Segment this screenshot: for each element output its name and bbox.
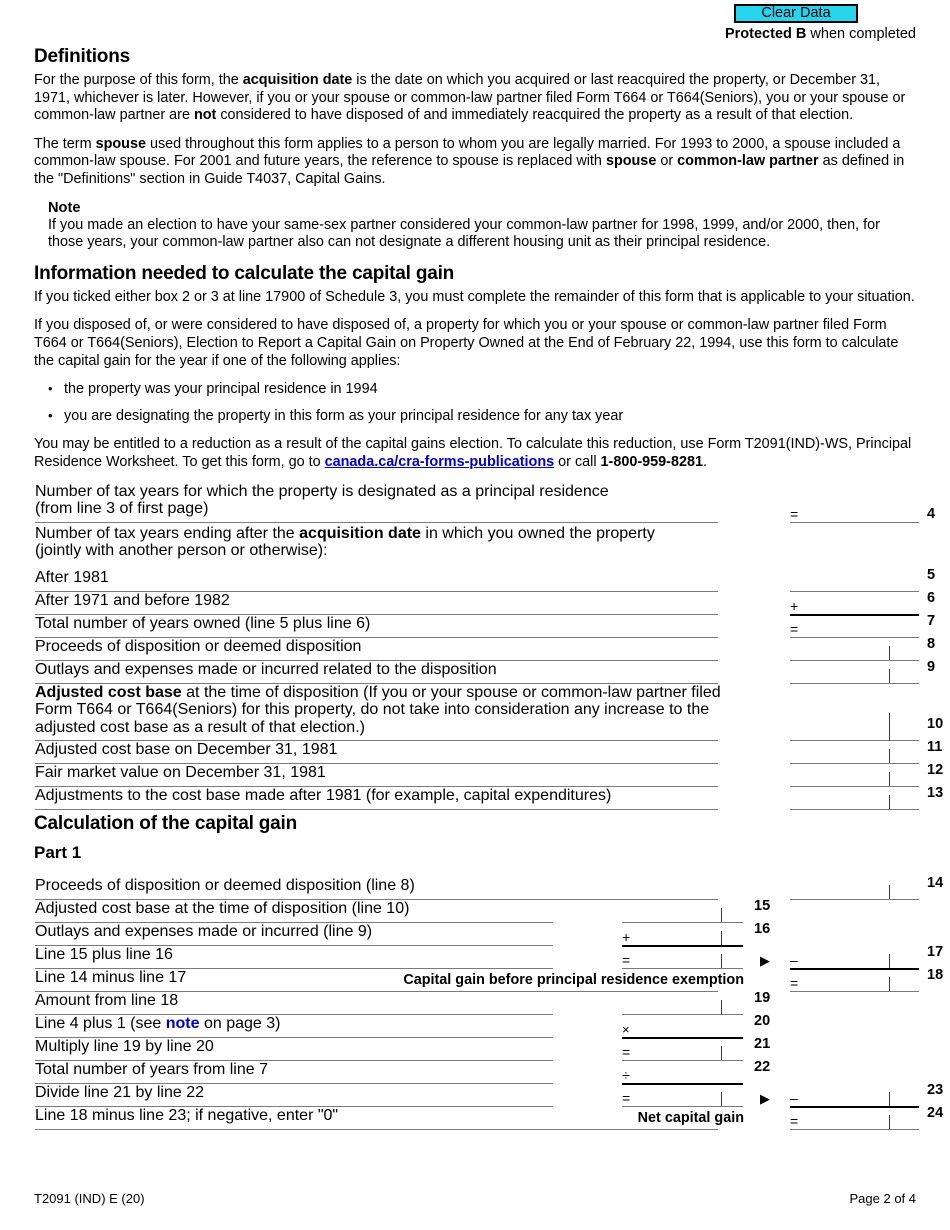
row-10-label	[35, 684, 725, 737]
row-19-line-number: 19	[754, 989, 771, 1006]
def-p1-part-e: considered to have disposed of and immediately reacquired the property as a result of that election.	[216, 107, 854, 124]
page-footer	[34, 1191, 916, 1206]
part-1-block	[34, 874, 944, 1137]
owned-head-part-a: Number of tax years ending after the	[35, 524, 300, 542]
row-22-label: Total number of years from line 7	[35, 1060, 268, 1078]
row-12-line-number: 12	[927, 761, 944, 778]
row-20-note-reference[interactable]: note	[165, 1014, 200, 1032]
row-6-label: After 1971 and before 1982	[35, 591, 230, 609]
row-18-line-number: 18	[927, 966, 944, 983]
list-item: • the property was your principal residence in 1994	[34, 381, 916, 399]
page-header	[34, 0, 916, 46]
row-23-entry-field-right[interactable]	[790, 1106, 919, 1108]
note-body: If you made an election to have your same-sex partner considered your common-law partner for 1998, 1999, and/or 2000, then, for those years, your common-law partner also can not designate a different housing unit as their principal residence.	[48, 216, 880, 251]
def-p2-part-c: used throughout this form applies to a person to whom you are legally married. For 1993 to 2000, a spouse included a common-law spouse. For 2001 and future years, the reference to spouse is replaced with	[34, 135, 901, 170]
row-11-entry-field[interactable]	[790, 763, 919, 764]
row-13-entry-field[interactable]	[790, 809, 919, 810]
protected-b-label: Protected B	[724, 26, 807, 42]
row-9-entry-field[interactable]	[790, 683, 919, 684]
row-17-entry-field-right[interactable]	[790, 968, 919, 970]
def-p1-part-c: is the date on which you acquired or last reacquired the property, or December 31, 1971, whichever is later. However, if you or your spouse or common-law partner filed Form T664 or T664(Seniors), you or your spouse or common-law partner are	[34, 72, 906, 124]
row-4-label-line2: (from line 3 of first page)	[35, 499, 209, 517]
information-needed-heading: Information needed to calculate the capital gain	[34, 262, 455, 284]
row-16-label: Outlays and expenses made or incurred (line 9)	[35, 922, 373, 940]
row-18-cents-divider	[889, 977, 890, 991]
row-8-cents-divider	[889, 646, 890, 660]
row-14-entry-field[interactable]	[790, 899, 919, 900]
clear-data-button[interactable]: Clear Data	[734, 4, 858, 23]
row-17-line-number: 17	[927, 943, 944, 960]
owned-years-heading-line1	[35, 525, 755, 543]
row-22-operator: ÷	[622, 1066, 630, 1083]
row-12-label: Fair market value on December 31, 1981	[35, 763, 326, 781]
row-5-label: After 1981	[35, 568, 109, 586]
row-15-line-number: 15	[754, 897, 771, 914]
row-20-operator: ×	[622, 1021, 630, 1037]
row-24-caption: Net capital gain	[637, 1109, 744, 1126]
row-18-caption: Capital gain before principal residence exemption	[403, 971, 744, 988]
row-21-line-number: 21	[754, 1035, 771, 1052]
row-23-operator-right: –	[790, 1089, 798, 1106]
row-9-line-number: 9	[927, 658, 936, 675]
row-14-line-number: 14	[927, 874, 944, 891]
row-22-entry-field[interactable]	[622, 1083, 743, 1085]
row-19-label: Amount from line 18	[35, 991, 179, 1009]
cra-phone-number: 1-800-959-8281	[600, 453, 703, 470]
row-20-label	[35, 1015, 580, 1033]
row-10-cents-divider	[889, 713, 890, 741]
row-15-entry-field[interactable]	[622, 922, 743, 923]
row-11-cents-divider	[889, 749, 890, 763]
row-20-entry-field[interactable]	[622, 1037, 743, 1039]
owned-head-part-c: in which you owned the property	[420, 524, 655, 542]
row-10-adjusted-cost-base-term: Adjusted cost base	[35, 683, 182, 701]
info-p3-part-a: You may be entitled to a reduction as a result of the capital gains election. To calculate this reduction, use Form T2091(IND)-WS, Principal Residence Worksheet. To get this form, go to	[34, 436, 912, 470]
row-23-line-number: 23	[927, 1081, 944, 1098]
list-item: • you are designating the property in this form as your principal residence for any tax year	[34, 408, 916, 426]
row-17-cents-divider-left	[721, 954, 722, 968]
row-16-operator: +	[622, 928, 631, 945]
row-23-cents-divider-right	[889, 1092, 890, 1106]
row-10-line-number: 10	[927, 715, 944, 732]
row-14-cents-divider	[889, 885, 890, 899]
row-17-entry-field-left[interactable]	[622, 968, 743, 969]
row-10-entry-field[interactable]	[790, 740, 919, 741]
row-24-entry-field[interactable]	[790, 1129, 919, 1130]
row-4-operator: =	[790, 505, 799, 522]
row-24-label: Line 18 minus line 23; if negative, enter "0"	[35, 1106, 339, 1124]
info-paragraph-3	[34, 436, 916, 471]
row-24-line-number: 24	[927, 1104, 944, 1121]
info-bullet-list	[34, 381, 916, 425]
row-7-entry-field[interactable]	[790, 637, 919, 638]
row-7-label: Total number of years owned (line 5 plus line 6)	[35, 614, 371, 632]
carry-arrow-icon: ▶	[760, 1090, 770, 1106]
def-p2-common-law-partner-term: common-law partner	[677, 153, 819, 170]
row-16-cents-divider	[721, 931, 722, 945]
cra-forms-publications-link[interactable]: canada.ca/cra-forms-publications	[324, 453, 555, 470]
row-19-entry-field[interactable]	[622, 1014, 743, 1015]
def-p2-part-e: or	[656, 153, 678, 170]
row-8-entry-field[interactable]	[790, 660, 919, 661]
row-13-label: Adjustments to the cost base made after 1981 (for example, capital expenditures)	[35, 786, 612, 804]
info-paragraph-1: If you ticked either box 2 or 3 at line 17900 of Schedule 3, you must complete the remainder of this form that is applicable to your situation.	[34, 288, 915, 305]
row-9-label: Outlays and expenses made or incurred related to the disposition	[35, 660, 497, 678]
row-13-cents-divider	[889, 795, 890, 809]
row-23-entry-field-left[interactable]	[622, 1106, 743, 1107]
row-4-label-line1: Number of tax years for which the property is designated as a principal residence	[35, 482, 609, 500]
row-21-cents-divider	[721, 1046, 722, 1060]
row-8-label: Proceeds of disposition or deemed disposition	[35, 637, 362, 655]
def-p2-part-g: as defined in the "Definitions" section in Guide T4037, Capital Gains.	[34, 153, 905, 187]
row-7-line-number: 7	[927, 612, 936, 629]
row-23-operator-left: =	[622, 1089, 631, 1106]
row-14-label: Proceeds of disposition or deemed disposition (line 8)	[35, 876, 415, 894]
row-4-entry-field[interactable]	[790, 522, 919, 523]
row-18-entry-field[interactable]	[790, 991, 919, 992]
row-23-cents-divider-left	[721, 1092, 722, 1106]
row-4-line-number: 4	[927, 505, 936, 522]
row-21-operator: =	[622, 1043, 631, 1060]
row-21-label: Multiply line 19 by line 20	[35, 1037, 214, 1055]
carry-arrow-icon: ▶	[760, 952, 770, 968]
row-4-text-rule	[35, 522, 718, 523]
row-6-operator: +	[790, 597, 799, 614]
row-11-line-number: 11	[927, 738, 943, 755]
row-12-cents-divider	[889, 772, 890, 786]
row-24-operator: =	[790, 1112, 799, 1129]
row-11-label: Adjusted cost base on December 31, 1981	[35, 740, 338, 758]
row-18-operator: =	[790, 974, 799, 991]
row-13-text-rule	[35, 809, 718, 810]
definitions-paragraph-2	[34, 136, 916, 189]
row-6-line-number: 6	[927, 589, 936, 606]
def-p2-spouse-term-2: spouse	[605, 153, 657, 170]
row-21-entry-field[interactable]	[622, 1060, 743, 1061]
row-18-label: Line 14 minus line 17	[35, 968, 187, 986]
definitions-paragraph-1	[34, 72, 916, 125]
def-p2-part-a: The term	[34, 135, 96, 152]
row-15-label: Adjusted cost base at the time of disposition (line 10)	[35, 899, 410, 917]
row-6-entry-field[interactable]	[790, 614, 919, 616]
protected-b-suffix: when completed	[806, 26, 916, 42]
row-16-entry-field[interactable]	[622, 945, 743, 947]
row-7-operator: =	[790, 620, 799, 637]
row-12-entry-field[interactable]	[790, 786, 919, 787]
def-p1-not-term: not	[193, 107, 217, 124]
def-p1-acquisition-date-term: acquisition date	[242, 72, 353, 88]
owned-years-heading-line2: (jointly with another person or otherwise):	[35, 541, 328, 559]
row-17-operator-right: –	[790, 951, 798, 968]
definitions-note	[48, 200, 916, 252]
owned-head-acquisition-date-term: acquisition date	[299, 524, 421, 542]
def-p2-spouse-term: spouse	[95, 135, 146, 152]
row-9-cents-divider	[889, 669, 890, 683]
calculation-heading: Calculation of the capital gain	[34, 812, 298, 834]
row-8-line-number: 8	[927, 635, 936, 652]
information-lines-block	[34, 482, 944, 804]
row-17-operator-left: =	[622, 951, 631, 968]
definitions-heading: Definitions	[34, 46, 130, 67]
row-10-label-rest: at the time of disposition (If you or your spouse or common-law partner filed Form T664 or T664(Seniors) for this property, do not take into consideration any increase to the adjusted cost base as a result of that election.)	[35, 683, 721, 736]
def-p1-part-a: For the purpose of this form, the	[34, 72, 243, 88]
note-title: Note	[48, 199, 81, 216]
row-5-entry-field[interactable]	[790, 591, 919, 592]
page-number: Page 2 of 4	[849, 1191, 916, 1206]
row-13-line-number: 13	[927, 784, 944, 801]
part-1-heading: Part 1	[34, 842, 82, 862]
row-20-label-part-b: on page 3)	[199, 1014, 281, 1032]
row-15-cents-divider	[721, 908, 722, 922]
row-22-line-number: 22	[754, 1058, 771, 1075]
row-19-cents-divider	[721, 1000, 722, 1014]
row-24-text-rule	[35, 1129, 718, 1130]
row-16-line-number: 16	[754, 920, 771, 937]
row-5-line-number: 5	[927, 566, 936, 583]
protected-b-notice	[725, 26, 916, 42]
form-identifier: T2091 (IND) E (20)	[34, 1191, 145, 1206]
info-paragraph-2: If you disposed of, or were considered to have disposed of, a property for which you or your spouse or common-law partner filed Form T664 or T664(Seniors), Election to Report a Capital Gain on Property Owned at the End of February 22, 1994, use this form to calculate the capital gain for the year if one of the following applies:	[34, 317, 899, 369]
row-20-line-number: 20	[754, 1012, 771, 1029]
row-20-label-part-a: Line 4 plus 1 (see	[35, 1014, 166, 1032]
row-24-cents-divider	[889, 1115, 890, 1129]
info-p3-part-c: .	[702, 453, 707, 470]
row-17-cents-divider-right	[889, 954, 890, 968]
row-17-label: Line 15 plus line 16	[35, 945, 173, 963]
info-p3-part-b: or call	[554, 453, 601, 470]
row-23-label: Divide line 21 by line 22	[35, 1083, 204, 1101]
